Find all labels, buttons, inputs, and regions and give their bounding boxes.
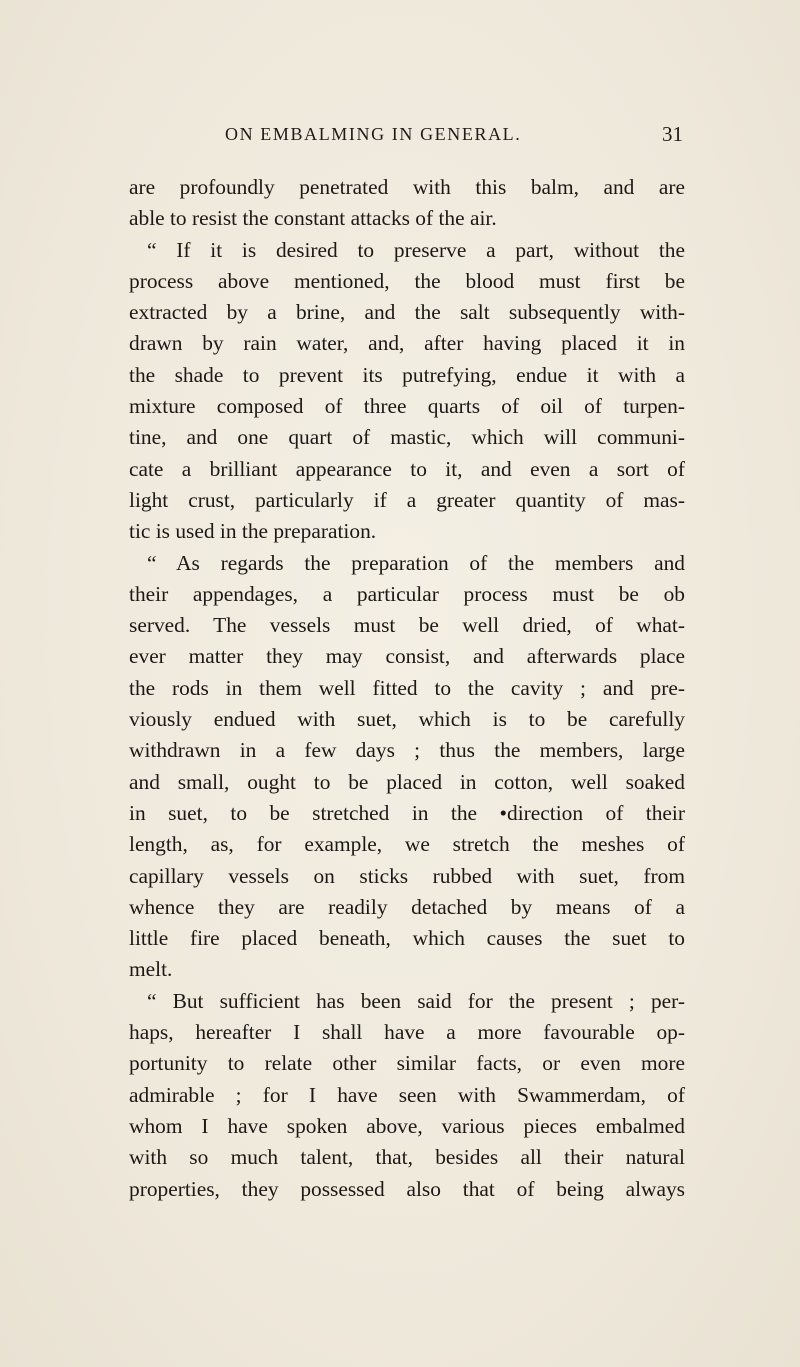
text-line: “ As regards the preparation of the members and (147, 550, 685, 575)
text-line: served. The vessels must be well dried, of what- (129, 613, 685, 638)
page-number: 31 (662, 122, 683, 146)
text-line: able to resist the constant attacks of the air. (129, 206, 497, 231)
text-line: are profoundly penetrated with this balm, and are (129, 175, 685, 199)
text-line: the rods in them well fitted to the cavity ; and pre- (129, 675, 685, 700)
text-line: properties, they possessed also that of being always (129, 1176, 685, 1201)
text-line: haps, hereafter I shall have a more favourable op- (129, 1020, 685, 1045)
page-header (130, 118, 685, 150)
text-line: extracted by a brine, and the salt subsequently with- (129, 300, 685, 325)
text-line: mixture composed of three quarts of oil of turpen- (129, 394, 685, 419)
text-line: viously endued with suet, which is to be carefully (129, 707, 685, 732)
text-line: length, as, for example, we stretch the meshes of (129, 832, 685, 857)
text-line: melt. (129, 957, 173, 982)
text-line: whence they are readily detached by means of a (129, 894, 685, 919)
text-line: their appendages, a particular process must be ob (129, 581, 685, 606)
text-line: tine, and one quart of mastic, which will communi- (129, 425, 685, 450)
body-text (129, 172, 685, 1205)
text-line: light crust, particularly if a greater quantity of mas- (129, 487, 685, 512)
text-line: admirable ; for I have seen with Swammerdam, of (129, 1082, 685, 1107)
text-line: and small, ought to be placed in cotton, well soaked (129, 769, 685, 794)
text-line: “ If it is desired to preserve a part, without the (147, 237, 685, 262)
text-line: tic is used in the preparation. (129, 519, 377, 544)
text-line: process above mentioned, the blood must first be (129, 268, 685, 293)
text-line: cate a brilliant appearance to it, and even a sort of (129, 456, 685, 481)
text-line: “ But sufficient has been said for the present ; per- (147, 988, 685, 1013)
text-line: whom I have spoken above, various pieces embalmed (129, 1113, 685, 1138)
text-line: in suet, to be stretched in the •direction of their (129, 800, 685, 825)
text-line: little fire placed beneath, which causes the suet to (129, 926, 685, 951)
text-line: drawn by rain water, and, after having placed it in (129, 331, 685, 356)
text-line: capillary vessels on sticks rubbed with suet, from (129, 863, 685, 888)
text-line: withdrawn in a few days ; thus the members, large (129, 738, 685, 763)
text-line: the shade to prevent its putrefying, endue it with a (129, 362, 685, 387)
text-line: portunity to relate other similar facts, or even more (129, 1051, 685, 1076)
text-line: ever matter they may consist, and afterwards place (129, 644, 685, 669)
text-line: with so much talent, that, besides all their natural (129, 1145, 685, 1170)
running-head: ON EMBALMING IN GENERAL. (225, 124, 522, 144)
